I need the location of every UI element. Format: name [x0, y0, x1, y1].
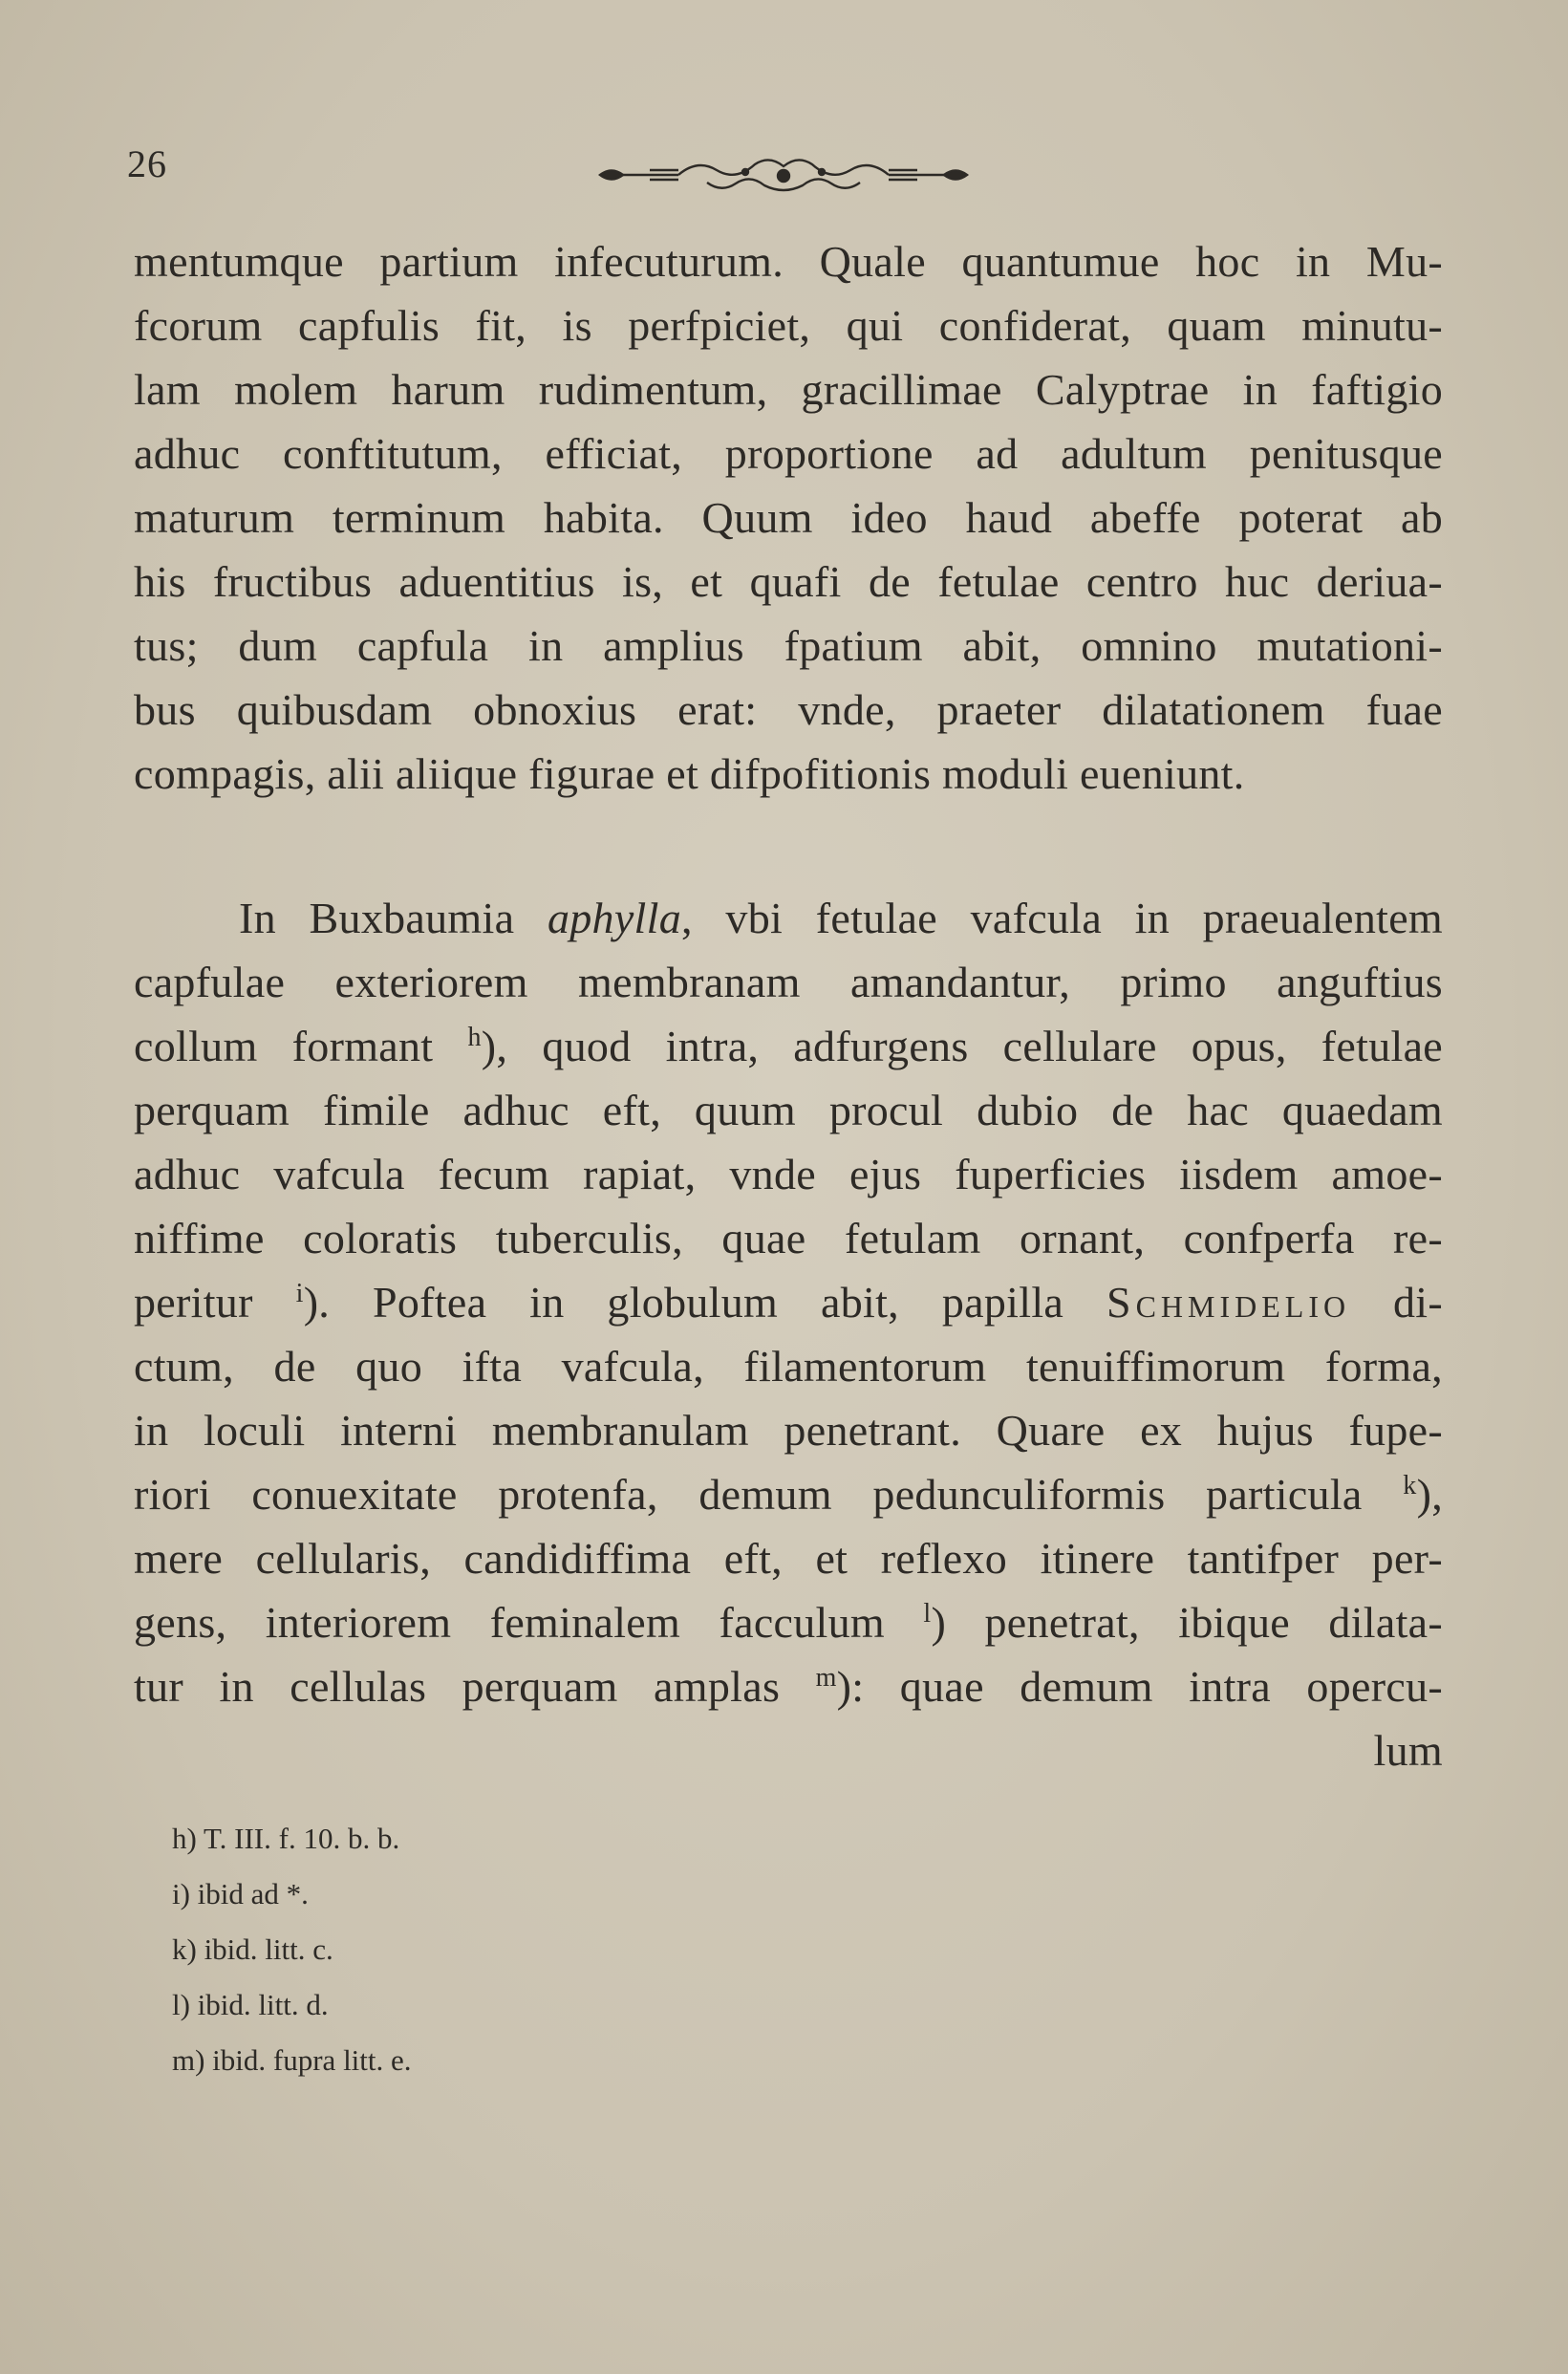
footnote-ref: l [923, 1599, 932, 1629]
paragraph1-line: tus; dum capfula in amplius fpatium abit, omnino mutationi- [134, 621, 1443, 670]
paragraph2-line: peritur $^i$). Poftea in globulum abit, papilla Schmidelio di- [134, 1278, 1443, 1327]
paragraph2-line: collum formant $^h$), quod intra, adfurgens cellulare opus, fetulae [134, 1022, 1444, 1070]
main-text [134, 229, 1443, 1782]
paragraph2-line: in loculi interni membranulam penetrant. Quare ex hujus fupe- [134, 1406, 1443, 1455]
footnote: l) ibid. litt. d. [172, 1988, 329, 2021]
footnote: m) ibid. fupra litt. e. [172, 2043, 412, 2077]
paragraph1-line: mentumque partium infecuturum. Quale quantumue hoc in Mu- [134, 237, 1443, 286]
paragraph2-line: ctum, de quo ifta vafcula, filamentorum tenuiffimorum forma, [134, 1342, 1443, 1391]
paragraph1-line: bus quibusdam obnoxius erat: vnde, praeter dilatationem fuae [134, 685, 1443, 734]
footnote-ref: h [467, 1023, 482, 1052]
footnote: h) T. III. f. 10. b. b. [172, 1822, 400, 1855]
footnote: i) ibid ad *. [172, 1877, 309, 1910]
footnotes [172, 1811, 412, 2088]
decorative-flourish-icon [592, 149, 975, 201]
footnote-ref: i [295, 1279, 304, 1308]
paragraph1-line: maturum terminum habita. Quum ideo haud abeffe poterat ab [134, 493, 1443, 542]
paragraph2-line: In Buxbaumia aphylla, vbi fetulae vafcula in praeualentem [239, 894, 1443, 942]
footnote-ref: k [1403, 1471, 1417, 1500]
footnote: k) ibid. litt. c. [172, 1932, 333, 1966]
paragraph1-line: adhuc conftitutum, efficiat, proportione ad adultum penitusque [134, 429, 1443, 478]
paragraph1-line: compagis, alii aliique figurae et difpofitionis moduli eueniunt. [134, 749, 1245, 798]
paragraph1-line: his fructibus aduentitius is, et quafi de fetulae centro huc deriua- [134, 557, 1443, 606]
paragraph2-line: capfulae exteriorem membranam amandantur, primo anguftius [134, 958, 1443, 1006]
paragraph2-line: niffime coloratis tuberculis, quae fetulam ornant, confperfa re- [134, 1214, 1443, 1263]
paragraph2-line: gens, interiorem feminalem facculum $^l$) penetrat, ibique dilata- [134, 1598, 1443, 1647]
footnote-ref: m [815, 1663, 837, 1693]
paragraph2-line: tur in cellulas perquam amplas $^m$): quae demum intra opercu- [134, 1662, 1443, 1711]
paragraph2-line: adhuc vafcula fecum rapiat, vnde ejus fuperficies iisdem amoe- [134, 1150, 1443, 1198]
paragraph2-line: riori conuexitate protenfa, demum pedunculiformis particula $^k$), [134, 1470, 1443, 1519]
paragraph2-line: perquam fimile adhuc eft, quum procul dubio de hac quaedam [134, 1086, 1443, 1134]
paragraph2-line: mere cellularis, candidiffima eft, et reflexo itinere tantifper per- [134, 1534, 1443, 1583]
page-number: 26 [127, 142, 167, 185]
author-name: Schmidelio [1106, 1278, 1351, 1327]
paragraph1-line: lam molem harum rudimentum, gracillimae Calyptrae in faftigio [134, 365, 1443, 414]
catchword: lum [1373, 1726, 1443, 1775]
paragraph1-line: fcorum capfulis fit, is perfpiciet, qui confiderat, quam minutu- [134, 301, 1443, 350]
